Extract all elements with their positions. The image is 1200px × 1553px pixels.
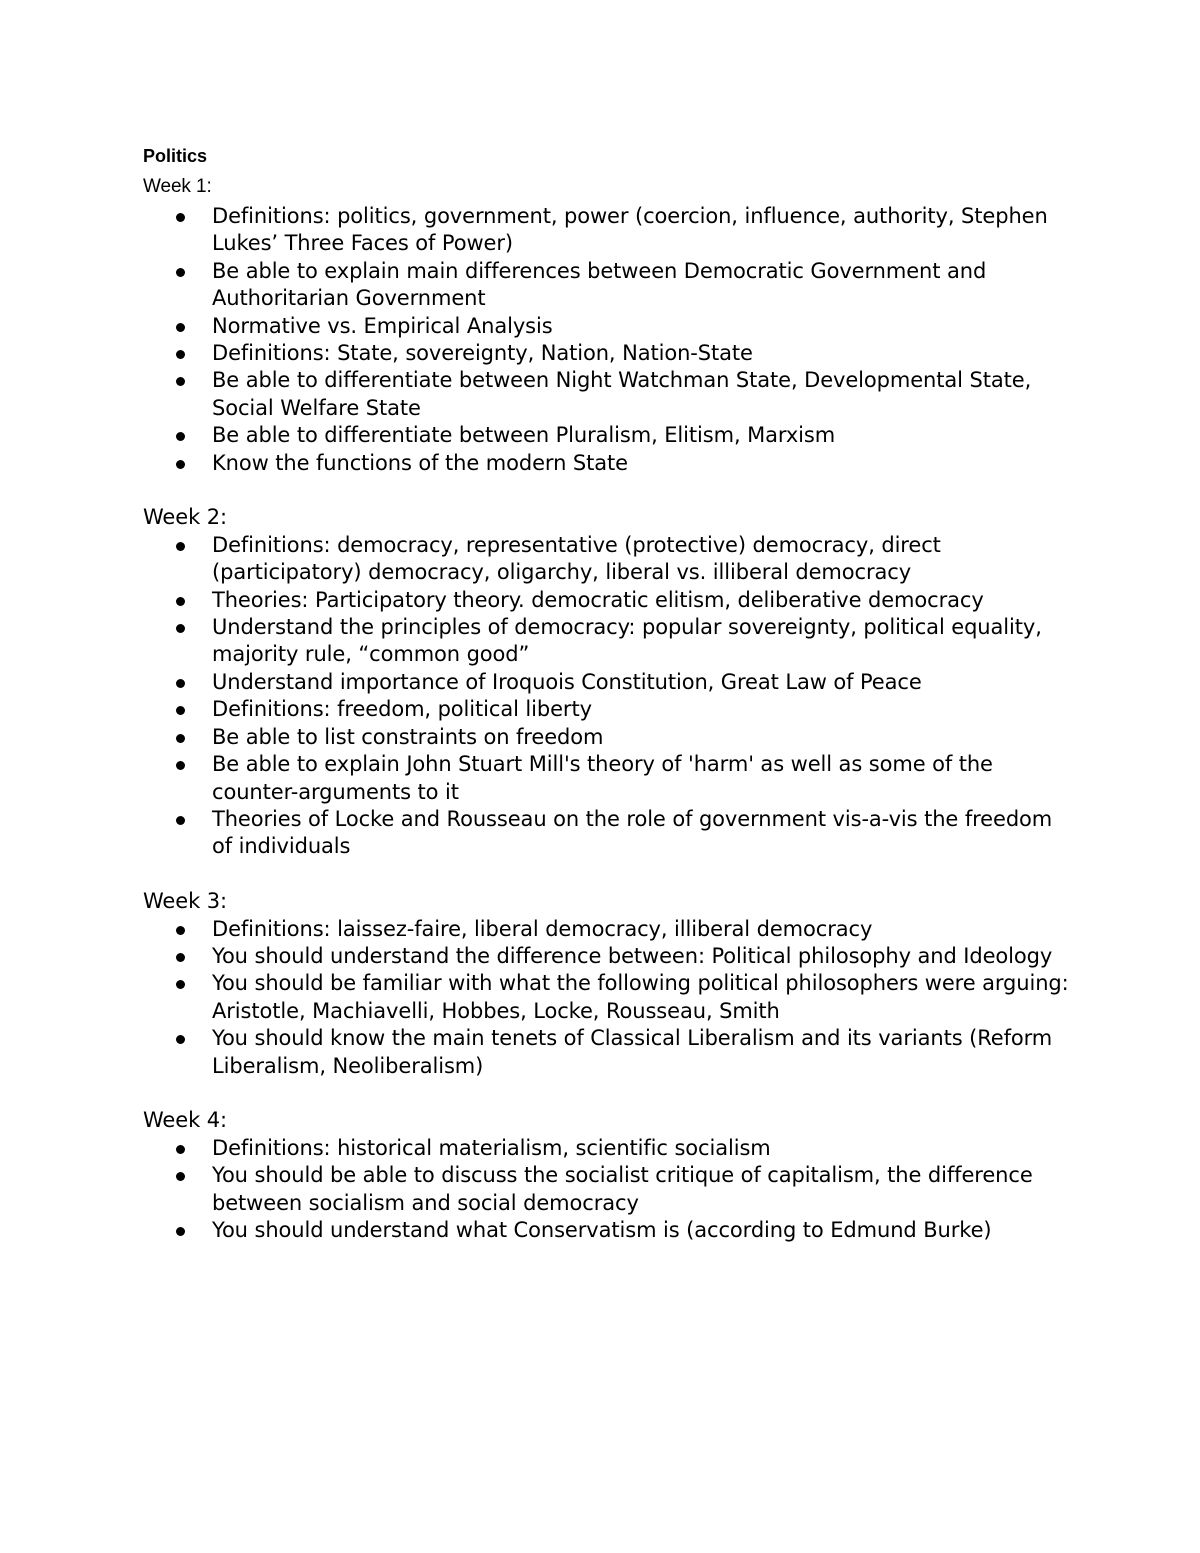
list-item-text: You should know the main tenets of Classical Liberalism and its variants (Reform Liberalism, Neoliberalism) [212, 1026, 1053, 1078]
list-item-text: Understand importance of Iroquois Constitution, Great Law of Peace [212, 669, 922, 694]
bullet-icon [176, 926, 185, 935]
bullet-list [143, 916, 1073, 1080]
list-item [143, 696, 1073, 723]
list-item [143, 367, 1073, 422]
bullet-icon [176, 350, 185, 359]
list-item-text: Definitions: historical materialism, scientific socialism [212, 1135, 771, 1160]
list-item-text: Be able to differentiate between Pluralism, Elitism, Marxism [212, 423, 836, 448]
bullet-icon [176, 706, 185, 715]
bullet-list [143, 1135, 1073, 1245]
week-3-section [143, 888, 1073, 1080]
bullet-list [143, 203, 1073, 477]
list-item [143, 943, 1073, 970]
list-item [143, 1162, 1073, 1217]
list-item [143, 450, 1073, 477]
list-item-text: You should be familiar with what the following political philosophers were arguing: Aristotle, Machiavelli, Hobbes, Locke, Rousseau, Smith [212, 971, 1069, 1023]
list-item [143, 970, 1073, 1025]
list-item [143, 806, 1073, 861]
bullet-icon [176, 761, 185, 770]
bullet-icon [176, 542, 185, 551]
list-item-text: You should understand what Conservatism is (according to Edmund Burke) [212, 1217, 992, 1242]
list-item [143, 258, 1073, 313]
list-item [143, 1135, 1073, 1162]
week-heading: Week 4: [143, 1108, 227, 1133]
bullet-icon [176, 816, 185, 825]
list-item [143, 751, 1073, 806]
week-2-section [143, 504, 1073, 860]
bullet-icon [176, 734, 185, 743]
list-item-text: Be able to differentiate between Night Watchman State, Developmental State, Social Welfare State [212, 368, 1032, 420]
list-item-text: Definitions: democracy, representative (protective) democracy, direct (participatory) democracy, oligarchy, liberal vs. illiberal democracy [212, 532, 941, 585]
list-item-text: Be able to list constraints on freedom [212, 724, 604, 749]
week-1-section [143, 170, 1073, 477]
bullet-icon [176, 1227, 185, 1236]
list-item-text: Theories of Locke and Rousseau on the role of government vis-a-vis the freedom of individuals [212, 806, 1053, 859]
list-item [143, 532, 1073, 587]
list-item-text: You should understand the difference between: Political philosophy and Ideology [212, 943, 1053, 968]
bullet-icon [176, 953, 185, 962]
list-item-text: You should be able to discuss the socialist critique of capitalism, the difference between socialism and social democracy [212, 1163, 1033, 1215]
week-heading: Week 2: [143, 505, 227, 530]
list-item [143, 587, 1073, 614]
list-item-text: Be able to explain John Stuart Mill's theory of 'harm' as well as some of the counter-arguments to it [212, 752, 993, 804]
week-heading: Week 3: [143, 889, 227, 914]
bullet-icon [176, 1145, 185, 1154]
list-item [143, 614, 1073, 669]
list-item [143, 340, 1073, 367]
list-item [143, 916, 1073, 943]
bullet-icon [176, 460, 185, 469]
document-title: Politics [143, 146, 208, 166]
bullet-list [143, 532, 1073, 861]
list-item-text: Know the functions of the modern State [212, 450, 628, 475]
document-page [143, 143, 1073, 1244]
bullet-icon [176, 679, 185, 688]
bullet-icon [176, 597, 185, 606]
week-heading: Week 1: [143, 176, 212, 197]
bullet-icon [176, 624, 185, 633]
list-item-text: Understand the principles of democracy: popular sovereignty, political equality, majority rule, “common good” [212, 615, 1042, 667]
list-item-text: Definitions: State, sovereignty, Nation, Nation-State [212, 341, 753, 366]
list-item-text: Be able to explain main differences between Democratic Government and Authoritarian Government [212, 258, 987, 311]
list-item [143, 669, 1073, 696]
list-item [143, 1025, 1073, 1080]
list-item [143, 724, 1073, 751]
list-item-text: Normative vs. Empirical Analysis [212, 313, 553, 338]
bullet-icon [176, 432, 185, 441]
section-spacer [143, 861, 1073, 888]
list-item [143, 313, 1073, 340]
list-item-text: Definitions: politics, government, power (coercion, influence, authority, Stephen Lukes’ Three Faces of Power) [212, 204, 1048, 256]
list-item [143, 203, 1073, 258]
bullet-icon [176, 980, 185, 989]
week-4-section [143, 1107, 1073, 1244]
list-item [143, 422, 1073, 449]
bullet-icon [176, 1172, 185, 1181]
section-spacer [143, 477, 1073, 504]
section-spacer [143, 1080, 1073, 1107]
bullet-icon [176, 268, 185, 277]
list-item-text: Definitions: freedom, political liberty [212, 697, 592, 722]
list-item [143, 1217, 1073, 1244]
bullet-icon [176, 1035, 185, 1044]
list-item-text: Theories: Participatory theory. democratic elitism, deliberative democracy [212, 587, 984, 612]
list-item-text: Definitions: laissez-faire, liberal democracy, illiberal democracy [212, 916, 873, 941]
bullet-icon [176, 213, 185, 222]
bullet-icon [176, 323, 185, 332]
bullet-icon [176, 377, 185, 386]
